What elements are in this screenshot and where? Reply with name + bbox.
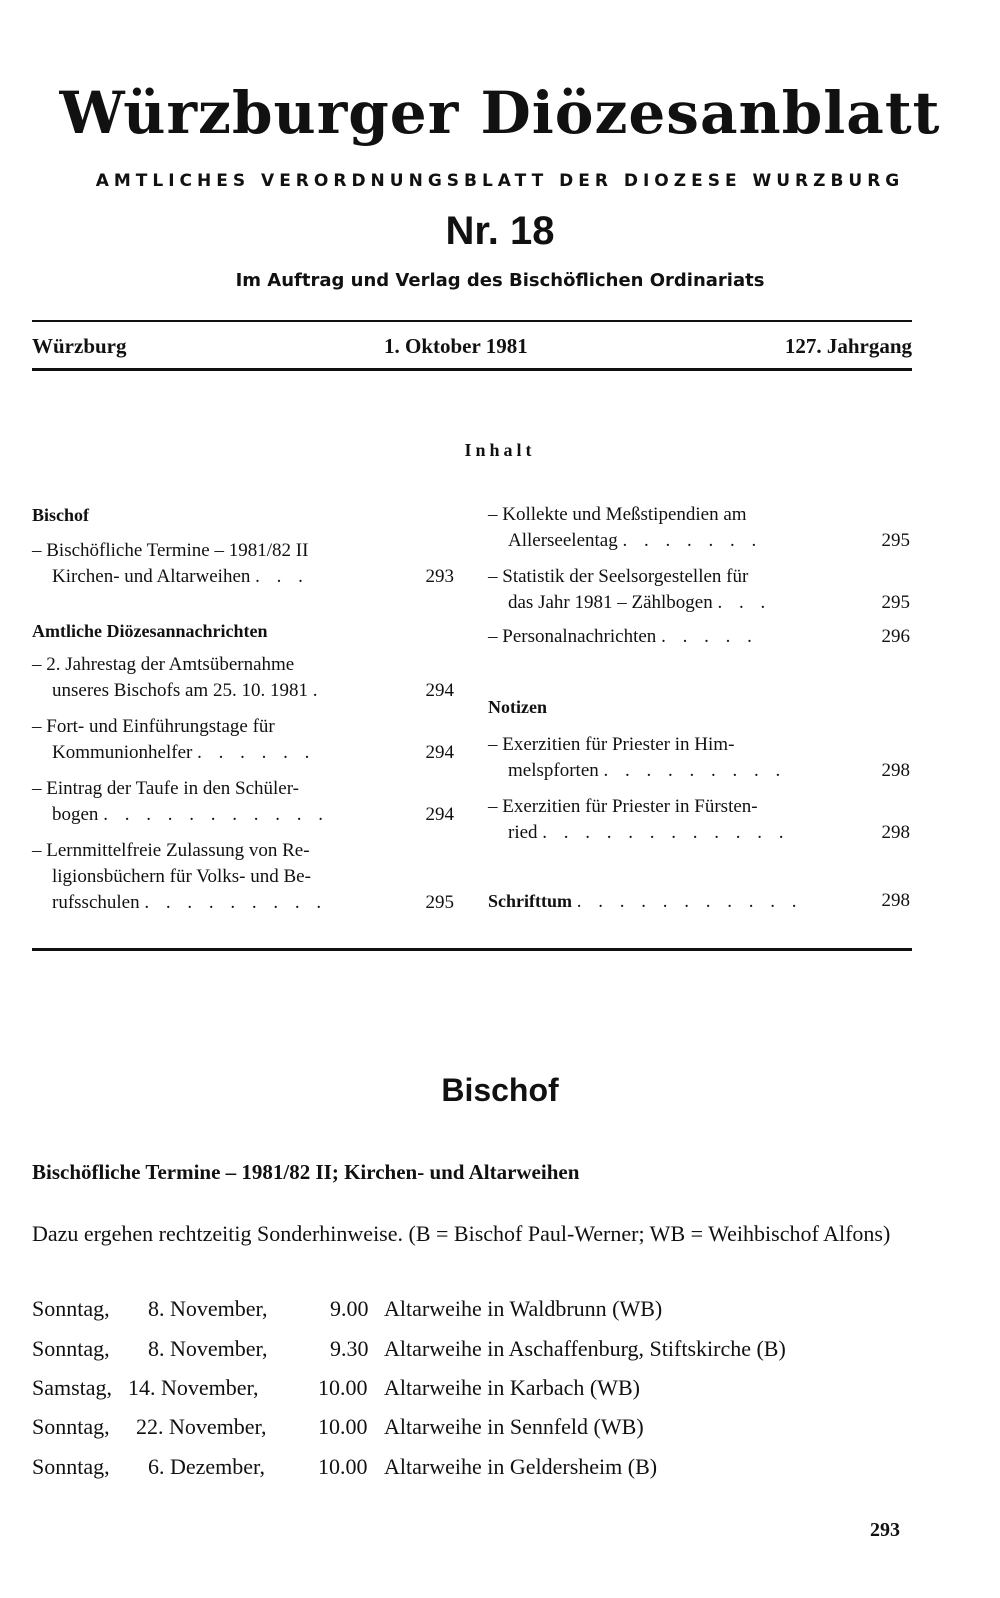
dateline-volume: 127. Jahrgang xyxy=(784,334,912,358)
toc-page: 295 xyxy=(881,530,910,551)
toc-entry-line: ligionsbüchern für Volks- und Be- xyxy=(52,866,311,887)
toc-entry-line: – Fort- und Einführungstage für xyxy=(32,716,275,737)
schedule-time: 9.00 xyxy=(330,1296,369,1321)
toc-entry-line: – Eintrag der Taufe in den Schüler- xyxy=(32,778,300,799)
divider-top xyxy=(32,320,912,322)
issue-number: Nr. 18 xyxy=(445,209,555,253)
toc-heading-bischof: Bischof xyxy=(32,505,90,525)
toc-heading-notizen: Notizen xyxy=(488,697,547,717)
toc-entry-line: bogen . . . . . . . . . . . 294 xyxy=(32,802,454,828)
schedule-row xyxy=(32,1412,912,1442)
schedule-time: 10.00 xyxy=(318,1414,368,1439)
toc-entry-schrifttum[interactable] xyxy=(488,888,910,915)
toc-entry-line: – Exerzitien für Priester in Him- xyxy=(488,734,735,755)
toc-page: 293 xyxy=(425,566,454,587)
schedule-day: Sonntag, xyxy=(32,1296,110,1321)
toc-entry-line: unseres Bischofs am 25. 10. 1981 . 294 xyxy=(32,678,454,704)
toc-entry-line: Kirchen- und Altarweihen . . . 293 xyxy=(32,564,454,590)
toc-entry-line: – 2. Jahrestag der Amtsübernahme xyxy=(32,654,295,675)
schedule-event: Altarweihe in Karbach (WB) xyxy=(384,1375,640,1400)
toc-heading: Inhalt xyxy=(464,440,536,460)
toc-entry-line: – Lernmittelfreie Zulassung von Re- xyxy=(32,840,310,861)
schedule-date: 22. November, xyxy=(136,1414,267,1439)
schedule-time: 10.00 xyxy=(318,1375,368,1400)
toc-page: 298 xyxy=(881,822,910,843)
toc-entry[interactable] xyxy=(488,564,910,616)
toc-entry[interactable] xyxy=(32,838,454,916)
toc-entry[interactable] xyxy=(32,538,454,590)
toc-entry-line: – Statistik der Seelsorgestellen für xyxy=(488,566,749,587)
article-title: Bischöfliche Termine – 1981/82 II; Kirchen- und Altarweihen xyxy=(32,1160,580,1184)
schedule-row xyxy=(32,1452,912,1482)
publication-subtitle: AMTLICHES VERORDNUNGSBLATT DER DIOZESE WURZBURG xyxy=(95,171,905,191)
toc-heading-amtliche: Amtliche Diözesannachrichten xyxy=(32,621,268,641)
toc-entry[interactable] xyxy=(488,732,910,784)
toc-page: 294 xyxy=(425,742,454,763)
dateline-place: Würzburg xyxy=(32,334,127,358)
divider-dateline xyxy=(32,368,912,371)
publisher-line: Im Auftrag und Verlag des Bischöflichen Ordinariats xyxy=(235,270,765,291)
section-title: Bischof xyxy=(441,1072,559,1108)
schedule-event: Altarweihe in Sennfeld (WB) xyxy=(384,1414,644,1439)
toc-entry-line: Schrifttum . . . . . . . . . . . 298 xyxy=(488,890,910,912)
schedule-time: 9.30 xyxy=(330,1336,369,1361)
toc-page: 295 xyxy=(425,892,454,913)
toc-entry[interactable] xyxy=(488,624,910,650)
divider-toc xyxy=(32,948,912,951)
article-intro: Dazu ergehen rechtzeitig Sonderhinweise. (B = Bischof Paul-Werner; WB = Weihbischof Alfons) xyxy=(32,1221,891,1246)
toc-page: 298 xyxy=(881,760,910,781)
toc-page: 295 xyxy=(881,592,910,613)
toc-page: 294 xyxy=(425,804,454,825)
schedule-event: Altarweihe in Waldbrunn (WB) xyxy=(384,1296,663,1321)
toc-entry[interactable] xyxy=(32,714,454,766)
toc-entry-line: – Bischöfliche Termine – 1981/82 II xyxy=(32,540,309,561)
toc-entry-line: – Exerzitien für Priester in Fürsten- xyxy=(488,796,758,817)
schedule-day: Sonntag, xyxy=(32,1336,110,1361)
dateline-date: 1. Oktober 1981 xyxy=(384,334,528,358)
toc-entry[interactable] xyxy=(32,652,454,704)
schedule-event: Altarweihe in Aschaffenburg, Stiftskirche (B) xyxy=(384,1336,786,1361)
schedule-day: Samstag, xyxy=(32,1375,113,1400)
schedule-day: Sonntag, xyxy=(32,1414,110,1439)
schedule-day: Sonntag, xyxy=(32,1454,110,1479)
toc-entry-line: – Kollekte und Meßstipendien am xyxy=(488,504,747,525)
schedule-row xyxy=(32,1334,912,1364)
toc-entry-line: Allerseelentag . . . . . . . 295 xyxy=(488,528,910,554)
toc-entry-line: ried . . . . . . . . . . . . 298 xyxy=(488,820,910,846)
toc-page: 294 xyxy=(425,680,454,701)
toc-entry[interactable] xyxy=(488,794,910,846)
toc-entry-line: das Jahr 1981 – Zählbogen . . . 295 xyxy=(488,590,910,616)
schedule-date: 8. November, xyxy=(148,1336,268,1361)
toc-entry-line: Kommunionhelfer . . . . . . 294 xyxy=(32,740,454,766)
schedule-event: Altarweihe in Geldersheim (B) xyxy=(384,1454,658,1479)
toc-entry-line: melspforten . . . . . . . . . 298 xyxy=(488,758,910,784)
schedule-date: 6. Dezember, xyxy=(148,1454,266,1479)
schedule-time: 10.00 xyxy=(318,1454,368,1479)
publication-title: Würzburger Diözesanblatt xyxy=(59,79,941,147)
toc-entry-line: – Personalnachrichten . . . . . 296 xyxy=(488,624,910,650)
schedule-date: 14. November, xyxy=(128,1375,259,1400)
schedule-row xyxy=(32,1294,912,1324)
toc-entry[interactable] xyxy=(488,502,910,554)
schedule-date: 8. November, xyxy=(148,1296,268,1321)
toc-page: 296 xyxy=(881,626,910,647)
toc-entry[interactable] xyxy=(32,776,454,828)
toc-page: 298 xyxy=(881,890,910,911)
schedule-row xyxy=(32,1373,912,1403)
toc-entry-line: rufsschulen . . . . . . . . . 295 xyxy=(32,890,454,916)
page-number: 293 xyxy=(870,1519,900,1541)
